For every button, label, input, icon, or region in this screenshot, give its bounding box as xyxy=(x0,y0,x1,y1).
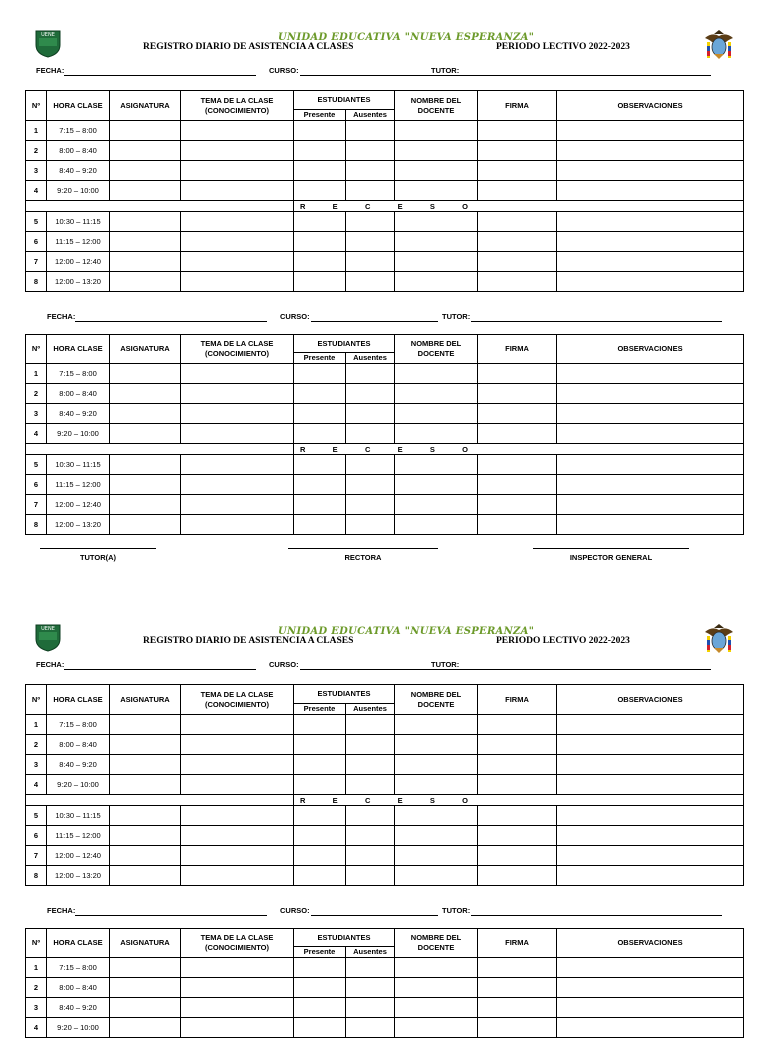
school-name: UNIDAD EDUCATIVA "NUEVA ESPERANZA" xyxy=(278,32,535,43)
school-logo xyxy=(33,622,63,652)
recess-row xyxy=(26,201,744,212)
curso-field[interactable] xyxy=(300,669,463,670)
attendance-table-2: Nº HORA CLASE ASIGNATURA TEMA DE LA CLASE (CONOCIMIENTO) ESTUDIANTES NOMBRE DEL DOCENTE FIRMA OBSERVACIONES Presente Ausentes 1 7:15 – 8:00 2 8:00 – 8:40 3 8:40 – 9:20 4 9:20 – 10:00 R E C E S O 5 10:30 – 11:15 6 11:15 – 12:00 7 12:00 – 12:40 8 12:00 – 13:20 xyxy=(25,334,744,535)
attendance-table-3: Nº HORA CLASE ASIGNATURA TEMA DE LA CLASE (CONOCIMIENTO) ESTUDIANTES NOMBRE DEL DOCENTE FIRMA OBSERVACIONES Presente Ausentes 1 7:15 – 8:00 2 8:00 – 8:40 3 8:40 – 9:20 4 9:20 – 10:00 R E C E S O 5 10:30 – 11:15 6 11:15 – 12:00 7 12:00 – 12:40 8 12:00 – 13:20 xyxy=(25,684,744,886)
table-row: 4 9:20 – 10:00 xyxy=(26,181,744,201)
table-row: 3 8:40 – 9:20 xyxy=(26,998,744,1018)
table-row: 3 8:40 – 9:20 xyxy=(26,404,744,424)
curso-label: CURSO: xyxy=(269,66,299,75)
table-row: 7 12:00 – 12:40 xyxy=(26,846,744,866)
table-row: 1 7:15 – 8:00 xyxy=(26,958,744,978)
recess-label: R E C E S O xyxy=(300,444,468,454)
table-row: 8 12:00 – 13:20 xyxy=(26,515,744,535)
curso-field[interactable] xyxy=(300,75,463,76)
attendance-table-1 xyxy=(25,90,744,292)
curso-field[interactable] xyxy=(311,915,438,916)
col-num: Nº xyxy=(26,91,47,121)
tutor-field[interactable] xyxy=(460,669,711,670)
logo-text: UENE xyxy=(41,626,55,632)
col-firma: FIRMA xyxy=(478,91,557,121)
signature-rectora xyxy=(288,548,438,562)
form-title: REGISTRO DIARIO DE ASISTENCIA A CLASES xyxy=(143,636,354,646)
table-row: 1 7:15 – 8:00 xyxy=(26,364,744,384)
recess-label: R E C E S O xyxy=(300,795,468,805)
col-presente: Presente xyxy=(294,110,346,121)
info-line-1 xyxy=(36,66,716,78)
fecha-label: FECHA: xyxy=(36,66,65,75)
table-row: 2 8:00 – 8:40 xyxy=(26,384,744,404)
school-logo xyxy=(33,28,63,58)
signature-rectora-label: RECTORA xyxy=(344,553,382,562)
table-row: 6 11:15 – 12:00 xyxy=(26,475,744,495)
table-row: 3 8:40 – 9:20 xyxy=(26,755,744,775)
table-row: 5 10:30 – 11:15 xyxy=(26,455,744,475)
info-line-4: FECHA: CURSO: TUTOR: xyxy=(47,906,727,918)
signature-inspector xyxy=(533,548,689,562)
col-observaciones: OBSERVACIONES xyxy=(557,91,744,121)
attendance-table-4: Nº HORA CLASE ASIGNATURA TEMA DE LA CLASE (CONOCIMIENTO) ESTUDIANTES NOMBRE DEL DOCENTE FIRMA OBSERVACIONES Presente Ausentes 1 7:15 – 8:00 2 8:00 – 8:40 3 8:40 – 9:20 4 9:20 – 10:00 xyxy=(25,928,744,1038)
col-estudiantes: ESTUDIANTES xyxy=(294,91,395,110)
school-name: UNIDAD EDUCATIVA "NUEVA ESPERANZA" xyxy=(278,626,535,637)
school-period: PERIODO LECTIVO 2022-2023 xyxy=(496,636,630,646)
ecuador-coat-of-arms-icon xyxy=(702,28,736,62)
tutor-label: TUTOR: xyxy=(442,312,471,321)
form-title: REGISTRO DIARIO DE ASISTENCIA A CLASES xyxy=(143,42,354,52)
tutor-field[interactable] xyxy=(460,75,711,76)
col-docente: NOMBRE DEL DOCENTE xyxy=(395,91,478,121)
table-row: 6 11:15 – 12:00 xyxy=(26,826,744,846)
signature-tutor-label: TUTOR(A) xyxy=(79,553,117,562)
info-line-3: FECHA: CURSO: TUTOR: xyxy=(36,660,716,672)
table-row: 1 7:15 – 8:00 xyxy=(26,715,744,735)
fecha-label: FECHA: xyxy=(47,312,76,321)
table-row: 2 8:00 – 8:40 xyxy=(26,978,744,998)
table-row: 5 10:30 – 11:15 xyxy=(26,212,744,232)
recess-row xyxy=(26,795,744,806)
col-tema: TEMA DE LA CLASE (CONOCIMIENTO) xyxy=(181,91,294,121)
col-ausentes: Ausentes xyxy=(346,110,395,121)
table-row: 6 11:15 – 12:00 xyxy=(26,232,744,252)
table-row: 2 8:00 – 8:40 xyxy=(26,141,744,161)
signature-inspector-label: INSPECTOR GENERAL xyxy=(569,553,653,562)
table-row: 2 8:00 – 8:40 xyxy=(26,735,744,755)
table-row: 4 9:20 – 10:00 xyxy=(26,1018,744,1038)
tutor-field[interactable] xyxy=(471,915,722,916)
curso-label: CURSO: xyxy=(280,312,310,321)
col-hora: HORA CLASE xyxy=(47,91,110,121)
signature-tutor xyxy=(40,548,156,562)
table-row: 7 12:00 – 12:40 xyxy=(26,495,744,515)
info-line-2 xyxy=(47,312,727,324)
col-asignatura: ASIGNATURA xyxy=(110,91,181,121)
table-row: 4 9:20 – 10:00 xyxy=(26,775,744,795)
table-row: 8 12:00 – 13:20 xyxy=(26,272,744,292)
tutor-field[interactable] xyxy=(471,321,722,322)
table-row: 4 9:20 – 10:00 xyxy=(26,424,744,444)
table-row: 8 12:00 – 13:20 xyxy=(26,866,744,886)
table-row: 3 8:40 – 9:20 xyxy=(26,161,744,181)
fecha-field[interactable] xyxy=(75,321,267,322)
fecha-field[interactable] xyxy=(64,669,256,670)
fecha-field[interactable] xyxy=(64,75,256,76)
table-row: 1 7:15 – 8:00 xyxy=(26,121,744,141)
recess-label: R E C E S O xyxy=(300,201,468,211)
logo-text: UENE xyxy=(41,32,55,38)
fecha-field[interactable] xyxy=(75,915,267,916)
table-row: 7 12:00 – 12:40 xyxy=(26,252,744,272)
tutor-label: TUTOR: xyxy=(431,66,460,75)
table-row: 5 10:30 – 11:15 xyxy=(26,806,744,826)
recess-row xyxy=(26,444,744,455)
school-period: PERIODO LECTIVO 2022-2023 xyxy=(496,42,630,52)
curso-field[interactable] xyxy=(311,321,438,322)
ecuador-coat-of-arms-icon xyxy=(702,622,736,656)
